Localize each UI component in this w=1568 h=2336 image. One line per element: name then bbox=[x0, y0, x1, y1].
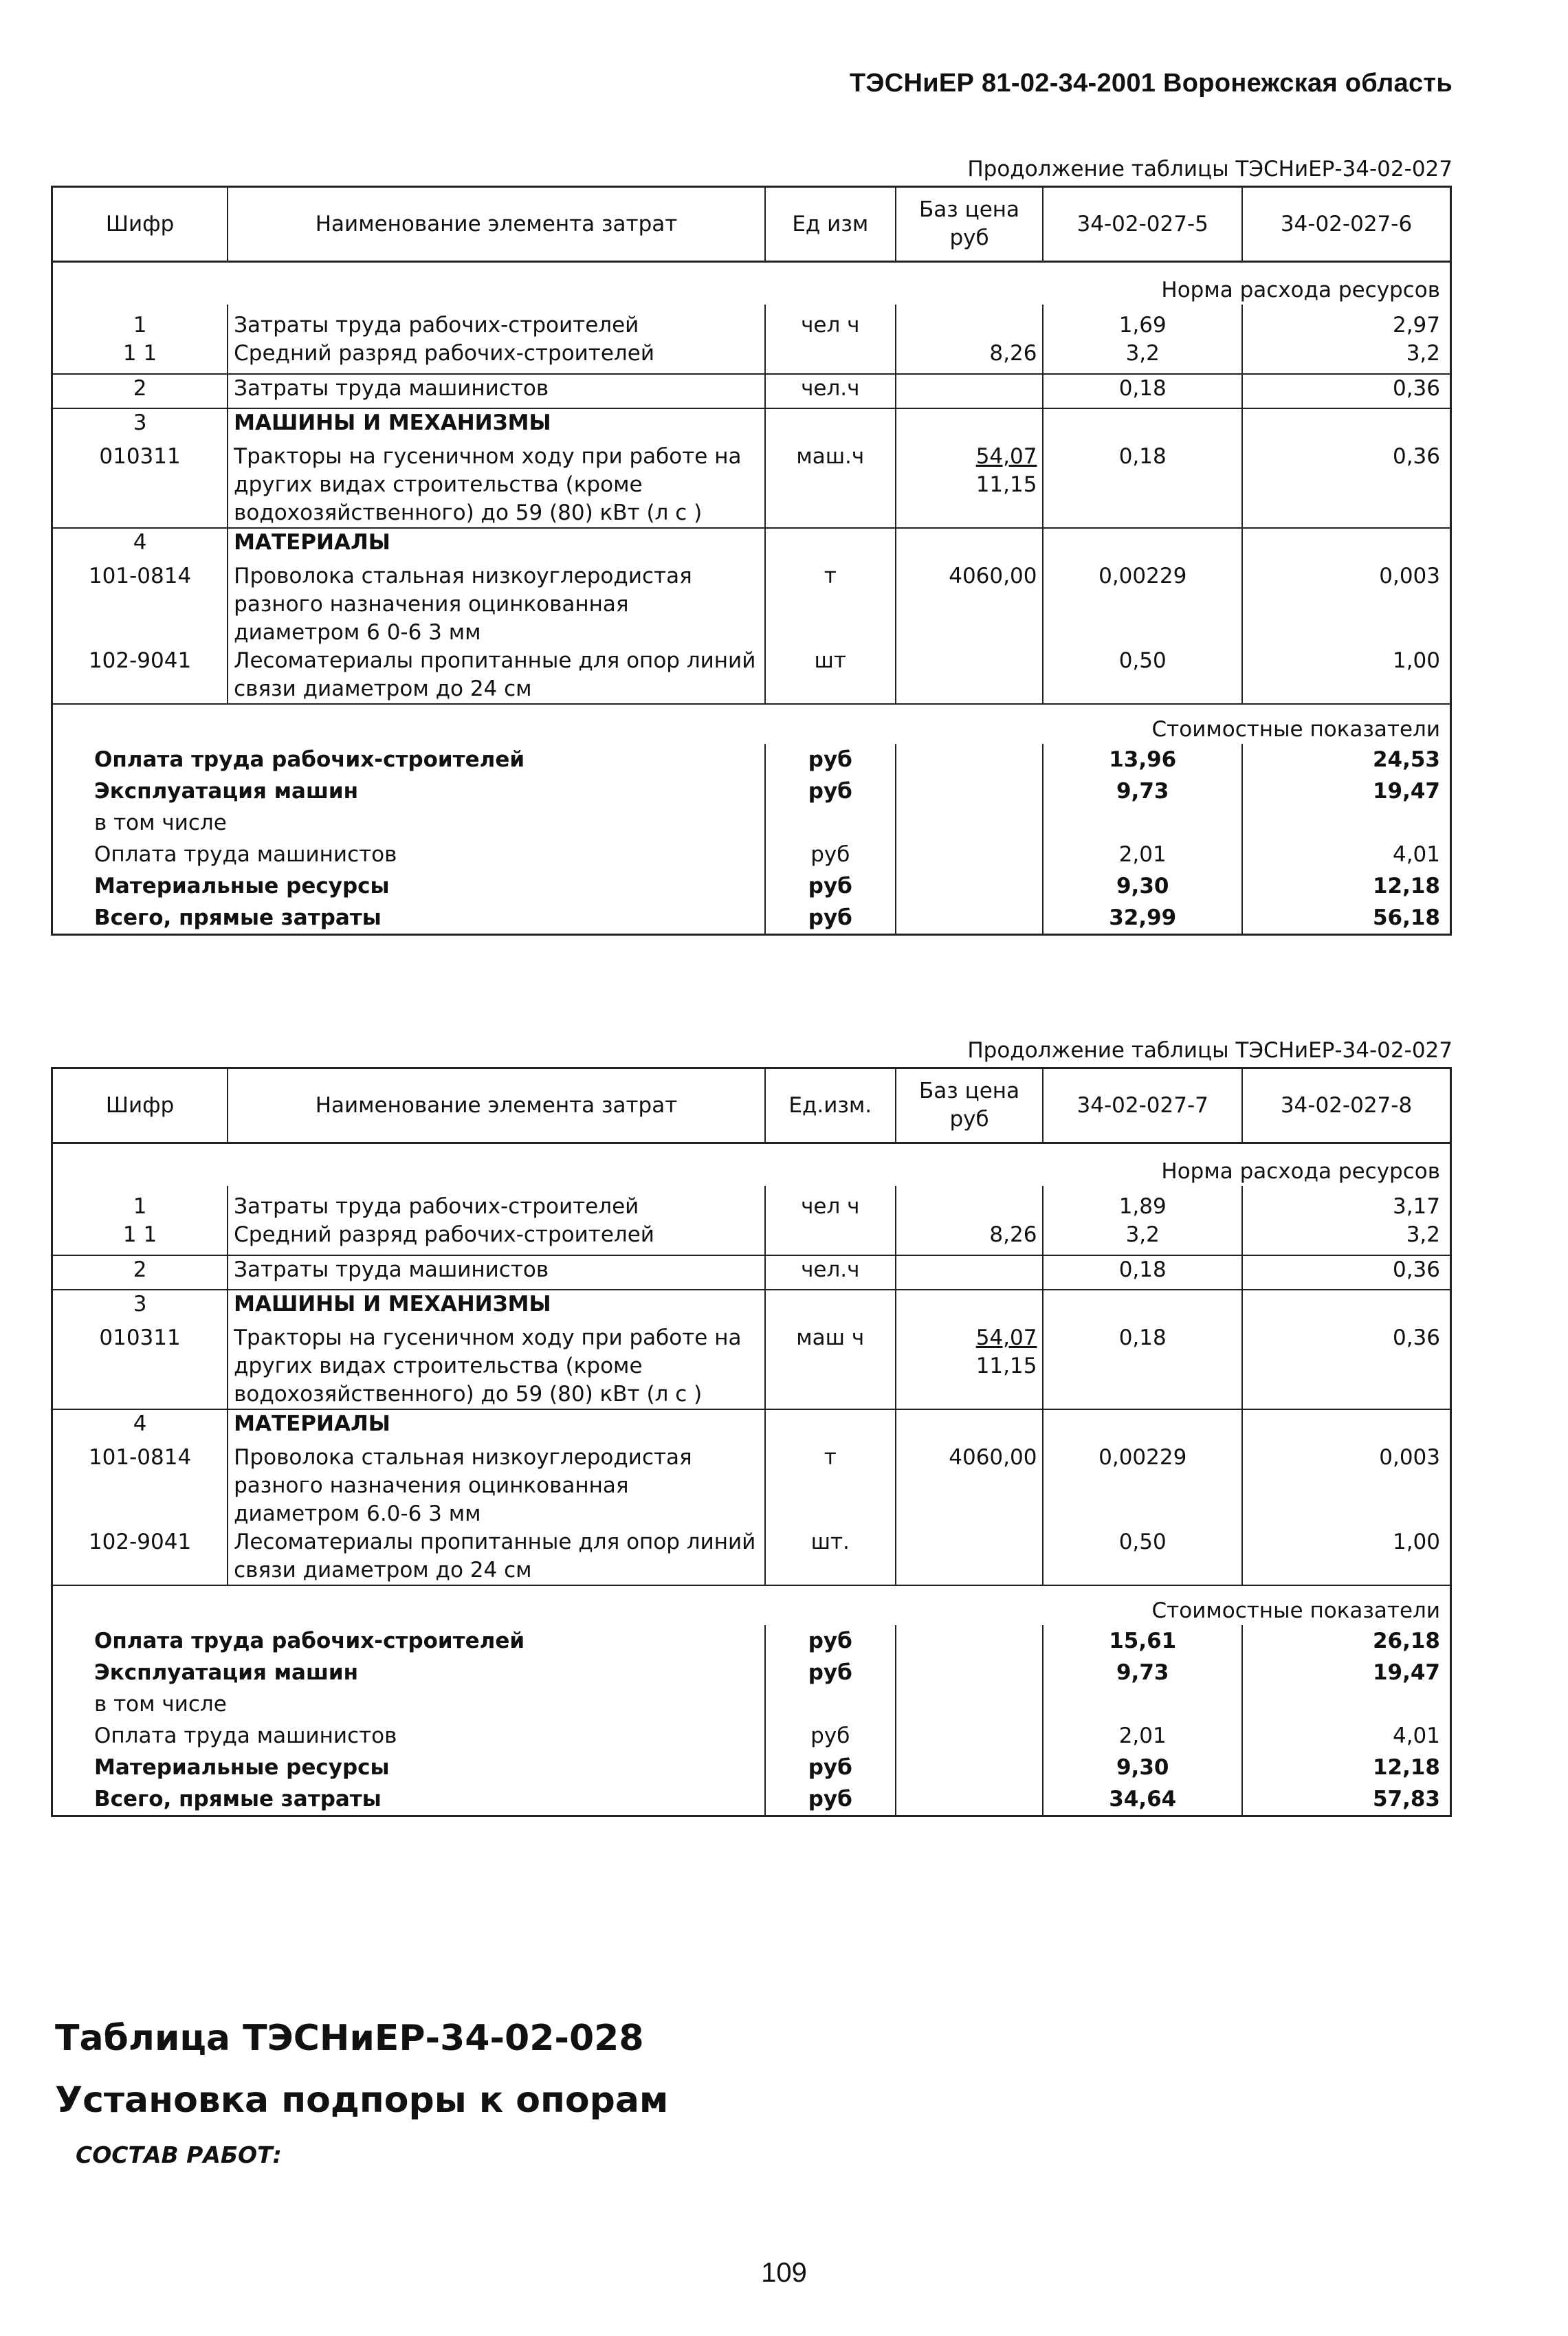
summary-unit: руб bbox=[765, 870, 896, 902]
summary-price bbox=[896, 1720, 1044, 1752]
summary-row bbox=[52, 807, 1451, 839]
row-code: 3 bbox=[52, 408, 228, 443]
row-name: Лесоматериалы пропитанные для опор линий связи диаметром до 24 см bbox=[228, 647, 765, 704]
summary-row bbox=[52, 775, 1451, 807]
row-code: 4 bbox=[52, 1409, 228, 1444]
row-unit bbox=[765, 408, 896, 443]
header-code: Шифр bbox=[52, 1068, 228, 1143]
header-name: Наименование элемента затрат bbox=[228, 187, 765, 262]
row-price bbox=[896, 340, 1044, 374]
row-value-b: 0,003 bbox=[1242, 562, 1451, 647]
row-value-a bbox=[1043, 1290, 1242, 1324]
summary-unit: руб bbox=[765, 1657, 896, 1688]
row-name: Затраты труда рабочих-строителей bbox=[228, 1186, 765, 1221]
row-value-b: 3,2 bbox=[1242, 340, 1451, 374]
table-row bbox=[52, 1409, 1451, 1444]
header-unit: Ед.изм. bbox=[765, 1068, 896, 1143]
summary-value-b: 12,18 bbox=[1242, 1752, 1451, 1783]
summary-price bbox=[896, 902, 1044, 935]
summary-value-a: 2,01 bbox=[1043, 1720, 1242, 1752]
summary-value-a: 34,64 bbox=[1043, 1783, 1242, 1816]
summary-label: Оплата труда рабочих-строителей bbox=[94, 747, 525, 772]
row-value-a: 0,50 bbox=[1043, 1528, 1242, 1585]
table-row bbox=[52, 374, 1451, 408]
row-unit bbox=[765, 1290, 896, 1324]
summary-row bbox=[52, 1625, 1451, 1657]
row-price-main: 4060,00 bbox=[949, 1444, 1037, 1470]
summary-unit: руб bbox=[765, 1752, 896, 1783]
row-value-b bbox=[1242, 528, 1451, 562]
table-header-row bbox=[52, 187, 1451, 262]
summary-row bbox=[52, 1783, 1451, 1816]
summary-price bbox=[896, 1752, 1044, 1783]
summary-price bbox=[896, 775, 1044, 807]
summary-value-a: 9,30 bbox=[1043, 1752, 1242, 1783]
summary-value-a: 2,01 bbox=[1043, 839, 1242, 870]
page-number: 109 bbox=[761, 2258, 807, 2288]
row-value-a: 0,18 bbox=[1043, 1324, 1242, 1409]
row-value-b: 0,003 bbox=[1242, 1444, 1451, 1528]
row-value-b: 0,36 bbox=[1242, 443, 1451, 528]
row-price-secondary: 11,15 bbox=[975, 472, 1037, 497]
summary-value-b bbox=[1242, 1688, 1451, 1720]
row-unit: чел.ч bbox=[765, 374, 896, 408]
row-code: 102-9041 bbox=[88, 1529, 192, 1554]
section-subtitle: Установка подпоры к опорам bbox=[55, 2080, 669, 2121]
summary-unit: руб bbox=[765, 744, 896, 775]
table-row bbox=[52, 1528, 1451, 1585]
summary-unit: руб bbox=[765, 775, 896, 807]
summary-row bbox=[52, 902, 1451, 935]
summary-value-a bbox=[1043, 807, 1242, 839]
row-name: Лесоматериалы пропитанные для опор линий связи диаметром до 24 см bbox=[228, 1528, 765, 1585]
row-price bbox=[896, 1186, 1044, 1221]
table-row bbox=[52, 528, 1451, 562]
resource-table-2 bbox=[51, 1067, 1452, 1817]
row-name: Затраты труда машинистов bbox=[228, 1255, 765, 1290]
summary-value-b: 24,53 bbox=[1242, 744, 1451, 775]
row-value-a: 0,00229 bbox=[1043, 562, 1242, 647]
row-value-b: 0,36 bbox=[1242, 374, 1451, 408]
row-code: 3 bbox=[52, 1290, 228, 1324]
summary-row bbox=[52, 1752, 1451, 1783]
row-unit: шт. bbox=[765, 1528, 896, 1585]
row-code: 4 bbox=[52, 528, 228, 562]
summary-unit: руб bbox=[765, 1625, 896, 1657]
row-price bbox=[896, 1221, 1044, 1255]
row-name: МАТЕРИАЛЫ bbox=[228, 1409, 765, 1444]
summary-label: в том числе bbox=[94, 1691, 227, 1717]
row-value-b: 3,17 bbox=[1242, 1186, 1451, 1221]
row-code: 010311 bbox=[99, 1325, 181, 1350]
summary-label: Оплата труда рабочих-строителей bbox=[94, 1628, 525, 1653]
summary-value-a bbox=[1043, 1688, 1242, 1720]
header-col-a: 34-02-027-5 bbox=[1043, 187, 1242, 262]
summary-value-b: 12,18 bbox=[1242, 870, 1451, 902]
table-row bbox=[52, 1221, 1451, 1255]
row-value-a: 0,18 bbox=[1043, 443, 1242, 528]
table-continuation-label: Продолжение таблицы ТЭСНиЕР-34-02-027 bbox=[967, 1038, 1453, 1063]
row-price bbox=[896, 443, 1044, 528]
table-row bbox=[52, 1186, 1451, 1221]
row-price bbox=[896, 374, 1044, 408]
section-works-heading: СОСТАВ РАБОТ: bbox=[76, 2141, 282, 2168]
row-value-b: 0,36 bbox=[1242, 1255, 1451, 1290]
row-name: МАТЕРИАЛЫ bbox=[228, 528, 765, 562]
row-code: 1 bbox=[133, 312, 147, 338]
row-value-a: 3,2 bbox=[1043, 340, 1242, 374]
row-name: Проволока стальная низкоуглеродистая разного назначения оцинкованная диаметром 6 0-6 3 мм bbox=[228, 562, 765, 647]
summary-row bbox=[52, 744, 1451, 775]
row-price bbox=[896, 1324, 1044, 1409]
row-price bbox=[896, 305, 1044, 340]
row-unit: шт bbox=[765, 647, 896, 704]
row-value-b: 1,00 bbox=[1242, 1528, 1451, 1585]
row-value-b: 0,36 bbox=[1242, 1324, 1451, 1409]
summary-value-a: 9,73 bbox=[1043, 1657, 1242, 1688]
summary-value-a: 13,96 bbox=[1043, 744, 1242, 775]
row-name: Тракторы на гусеничном ходу при работе на других видах строительства (кроме водохозяйственного) до 59 (80) кВт (л с ) bbox=[228, 443, 765, 528]
header-col-a: 34-02-027-7 bbox=[1043, 1068, 1242, 1143]
summary-value-b: 19,47 bbox=[1242, 1657, 1451, 1688]
row-unit: чел.ч bbox=[765, 1255, 896, 1290]
row-name: Затраты труда машинистов bbox=[228, 374, 765, 408]
row-price-secondary: 11,15 bbox=[975, 1353, 1037, 1378]
row-price bbox=[896, 528, 1044, 562]
header-code: Шифр bbox=[52, 187, 228, 262]
row-unit: маш.ч bbox=[765, 443, 896, 528]
header-price: Баз цена руб bbox=[896, 187, 1044, 262]
row-name: Средний разряд рабочих-строителей bbox=[228, 1221, 765, 1255]
header-price: Баз цена руб bbox=[896, 1068, 1044, 1143]
summary-label: Эксплуатация машин bbox=[94, 778, 359, 804]
header-name: Наименование элемента затрат bbox=[228, 1068, 765, 1143]
summary-unit bbox=[765, 1688, 896, 1720]
row-price bbox=[896, 408, 1044, 443]
row-price-main: 8,26 bbox=[989, 340, 1037, 366]
row-unit bbox=[765, 528, 896, 562]
summary-price bbox=[896, 807, 1044, 839]
summary-price bbox=[896, 870, 1044, 902]
summary-row bbox=[52, 1720, 1451, 1752]
summary-value-a: 32,99 bbox=[1043, 902, 1242, 935]
row-name: Проволока стальная низкоуглеродистая разного назначения оцинкованная диаметром 6.0-6 3 мм bbox=[228, 1444, 765, 1528]
row-code: 2 bbox=[52, 374, 228, 408]
row-price bbox=[896, 1255, 1044, 1290]
row-price-main: 54,07 bbox=[975, 1325, 1037, 1350]
row-unit bbox=[765, 340, 896, 374]
summary-unit: руб bbox=[765, 839, 896, 870]
summary-row bbox=[52, 839, 1451, 870]
section-title: Таблица ТЭСНиЕР-34-02-028 bbox=[55, 2018, 644, 2059]
row-code: 1 1 bbox=[122, 1222, 157, 1247]
cost-label: Стоимостные показатели bbox=[52, 704, 1451, 744]
row-unit: маш ч bbox=[765, 1324, 896, 1409]
row-code: 1 bbox=[133, 1193, 147, 1219]
summary-row bbox=[52, 1657, 1451, 1688]
summary-label: Материальные ресурсы bbox=[94, 1754, 390, 1780]
summary-value-b: 26,18 bbox=[1242, 1625, 1451, 1657]
row-price-main: 4060,00 bbox=[949, 563, 1037, 588]
summary-label: в том числе bbox=[94, 810, 227, 835]
summary-label: Оплата труда машинистов bbox=[94, 1723, 397, 1748]
row-price bbox=[896, 1409, 1044, 1444]
summary-label: Оплата труда машинистов bbox=[94, 841, 397, 867]
row-code: 1 1 bbox=[122, 340, 157, 366]
header-col-b: 34-02-027-8 bbox=[1242, 1068, 1451, 1143]
row-name: Затраты труда рабочих-строителей bbox=[228, 305, 765, 340]
summary-value-b: 4,01 bbox=[1242, 1720, 1451, 1752]
summary-price bbox=[896, 1625, 1044, 1657]
row-value-b bbox=[1242, 1290, 1451, 1324]
table-row bbox=[52, 1324, 1451, 1409]
table-continuation-label: Продолжение таблицы ТЭСНиЕР-34-02-027 bbox=[967, 157, 1453, 181]
summary-value-b: 56,18 bbox=[1242, 902, 1451, 935]
row-price bbox=[896, 1290, 1044, 1324]
summary-value-b bbox=[1242, 807, 1451, 839]
summary-value-a: 9,73 bbox=[1043, 775, 1242, 807]
table-row bbox=[52, 305, 1451, 340]
row-value-b bbox=[1242, 1409, 1451, 1444]
row-price bbox=[896, 562, 1044, 647]
row-value-a: 3,2 bbox=[1043, 1221, 1242, 1255]
table-row bbox=[52, 443, 1451, 528]
summary-price bbox=[896, 1657, 1044, 1688]
summary-unit: руб bbox=[765, 902, 896, 935]
row-code: 102-9041 bbox=[88, 648, 192, 673]
row-value-b: 2,97 bbox=[1242, 305, 1451, 340]
summary-price bbox=[896, 839, 1044, 870]
summary-value-b: 4,01 bbox=[1242, 839, 1451, 870]
summary-unit bbox=[765, 807, 896, 839]
summary-row bbox=[52, 870, 1451, 902]
resource-table-1 bbox=[51, 186, 1452, 936]
norm-label: Норма расхода ресурсов bbox=[52, 262, 1451, 305]
header-col-b: 34-02-027-6 bbox=[1242, 187, 1451, 262]
summary-price bbox=[896, 1783, 1044, 1816]
row-value-a bbox=[1043, 1409, 1242, 1444]
summary-label: Эксплуатация машин bbox=[94, 1660, 359, 1685]
summary-value-b: 57,83 bbox=[1242, 1783, 1451, 1816]
row-value-b: 3,2 bbox=[1242, 1221, 1451, 1255]
row-price bbox=[896, 647, 1044, 704]
row-unit: чел ч bbox=[765, 1186, 896, 1221]
row-unit bbox=[765, 1221, 896, 1255]
summary-row bbox=[52, 1688, 1451, 1720]
row-value-a bbox=[1043, 528, 1242, 562]
summary-unit: руб bbox=[765, 1720, 896, 1752]
row-value-a: 1,89 bbox=[1043, 1186, 1242, 1221]
row-price-main: 54,07 bbox=[975, 443, 1037, 469]
table-row bbox=[52, 408, 1451, 443]
summary-price bbox=[896, 744, 1044, 775]
row-unit: чел ч bbox=[765, 305, 896, 340]
row-value-a: 0,00229 bbox=[1043, 1444, 1242, 1528]
summary-value-a: 9,30 bbox=[1043, 870, 1242, 902]
row-name: МАШИНЫ И МЕХАНИЗМЫ bbox=[228, 408, 765, 443]
row-value-a: 0,18 bbox=[1043, 1255, 1242, 1290]
cost-label: Стоимостные показатели bbox=[52, 1585, 1451, 1625]
row-code: 2 bbox=[52, 1255, 228, 1290]
row-value-a: 1,69 bbox=[1043, 305, 1242, 340]
norm-label: Норма расхода ресурсов bbox=[52, 1143, 1451, 1186]
row-name: Средний разряд рабочих-строителей bbox=[228, 340, 765, 374]
row-value-a bbox=[1043, 408, 1242, 443]
row-value-a: 0,50 bbox=[1043, 647, 1242, 704]
row-price bbox=[896, 1444, 1044, 1528]
table-row bbox=[52, 340, 1451, 374]
row-code: 010311 bbox=[99, 443, 181, 469]
table-row bbox=[52, 1290, 1451, 1324]
summary-price bbox=[896, 1688, 1044, 1720]
table-row bbox=[52, 1255, 1451, 1290]
row-unit bbox=[765, 1409, 896, 1444]
row-value-b: 1,00 bbox=[1242, 647, 1451, 704]
summary-label: Всего, прямые затраты bbox=[94, 905, 382, 930]
row-code: 101-0814 bbox=[88, 1444, 192, 1470]
summary-label: Материальные ресурсы bbox=[94, 873, 390, 899]
summary-unit: руб bbox=[765, 1783, 896, 1816]
row-unit: т bbox=[765, 562, 896, 647]
row-name: МАШИНЫ И МЕХАНИЗМЫ bbox=[228, 1290, 765, 1324]
table-row bbox=[52, 1444, 1451, 1528]
row-value-a: 0,18 bbox=[1043, 374, 1242, 408]
row-price bbox=[896, 1528, 1044, 1585]
row-value-b bbox=[1242, 408, 1451, 443]
table-header-row bbox=[52, 1068, 1451, 1143]
row-unit: т bbox=[765, 1444, 896, 1528]
summary-value-a: 15,61 bbox=[1043, 1625, 1242, 1657]
row-code: 101-0814 bbox=[88, 563, 192, 588]
header-unit: Ед изм bbox=[765, 187, 896, 262]
row-name: Тракторы на гусеничном ходу при работе на других видах строительства (кроме водохозяйственного) до 59 (80) кВт (л с ) bbox=[228, 1324, 765, 1409]
row-price-main: 8,26 bbox=[989, 1222, 1037, 1247]
document-header: ТЭСНиЕР 81-02-34-2001 Воронежская область bbox=[849, 69, 1453, 98]
table-row bbox=[52, 647, 1451, 704]
table-row bbox=[52, 562, 1451, 647]
summary-label: Всего, прямые затраты bbox=[94, 1786, 382, 1811]
summary-value-b: 19,47 bbox=[1242, 775, 1451, 807]
